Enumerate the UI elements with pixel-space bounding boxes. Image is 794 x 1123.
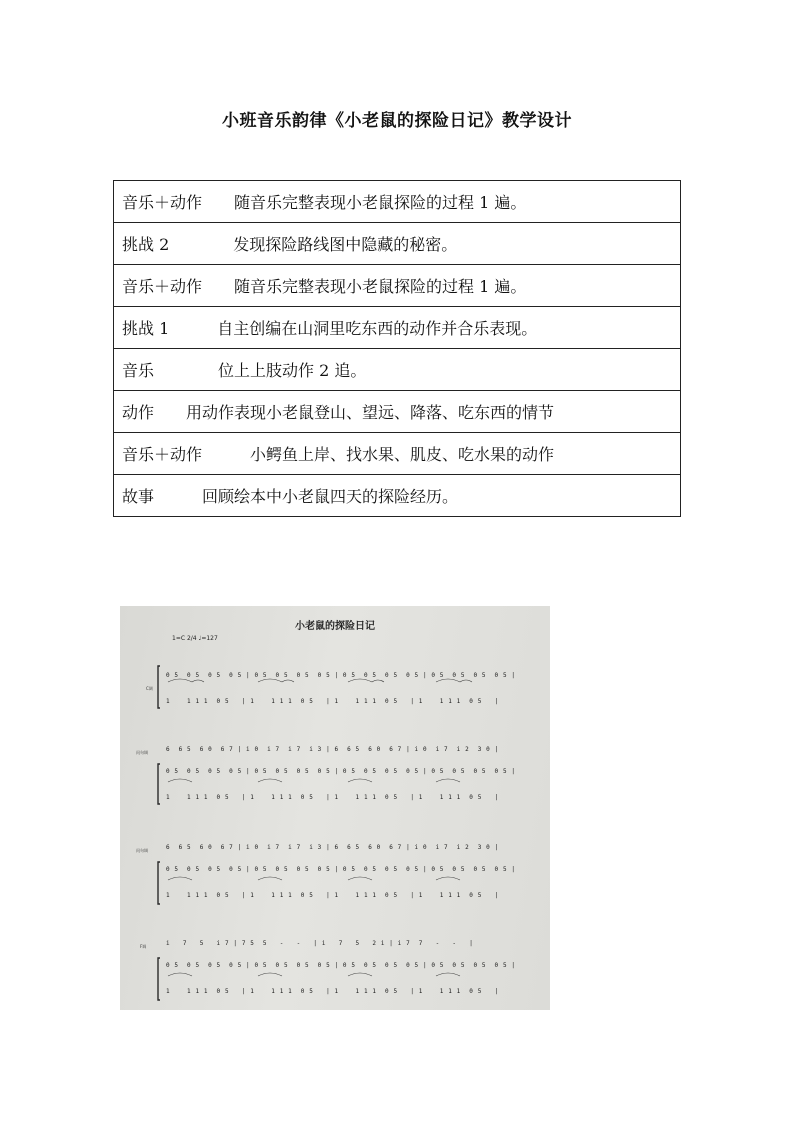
part-label: C调 (146, 686, 153, 691)
part-label: 问句调 (136, 750, 148, 755)
note-line: 0 5 0 5 0 5 0 5 | 0 5 0 5 0 5 0 5 | 0 5 0 5 0 5 0 5 | 0 5 0 5 0 5 0 5 | (166, 768, 516, 775)
table-cell (114, 433, 681, 475)
table-row (114, 307, 681, 349)
step-label: 故事 (122, 487, 155, 506)
score-lines (120, 606, 550, 1010)
table-row (114, 181, 681, 223)
note-line: 0 5 0 5 0 5 0 5 | 0 5 0 5 0 5 0 5 | 0 5 0 5 0 5 0 5 | 0 5 0 5 0 5 0 5 | (166, 866, 516, 873)
note-line: 1 1 1 1 0 5 | 1 1 1 1 0 5 | 1 1 1 1 0 5 | 1 1 1 1 0 5 | (166, 892, 499, 899)
note-line: 0 5 0 5 0 5 0 5 | 0 5 0 5 0 5 0 5 | 0 5 0 5 0 5 0 5 | 0 5 0 5 0 5 0 5 | (166, 672, 516, 679)
table-row (114, 223, 681, 265)
table-cell (114, 181, 681, 223)
step-content: 用动作表现小老鼠登山、望远、降落、吃东西的情节 (186, 403, 555, 422)
step-label: 动作 (122, 403, 155, 422)
step-content: 小鳄鱼上岸、找水果、肌皮、吃水果的动作 (250, 445, 555, 464)
step-content: 自主创编在山洞里吃东西的动作并合乐表现。 (217, 319, 538, 338)
step-label: 音乐 (122, 361, 155, 380)
sheet-music-photo (120, 606, 550, 1010)
table-row (114, 433, 681, 475)
table-row (114, 349, 681, 391)
note-line: 0 5 0 5 0 5 0 5 | 0 5 0 5 0 5 0 5 | 0 5 0 5 0 5 0 5 | 0 5 0 5 0 5 0 5 | (166, 962, 516, 969)
step-content: 随音乐完整表现小老鼠探险的过程 1 遍。 (234, 277, 527, 296)
step-label: 音乐＋动作 (122, 445, 203, 464)
step-content: 发现探险路线图中隐藏的秘密。 (233, 235, 458, 254)
table-cell (114, 475, 681, 517)
table-row (114, 475, 681, 517)
step-content: 回顾绘本中小老鼠四天的探险经历。 (202, 487, 459, 506)
table-cell (114, 307, 681, 349)
part-label: 问句调 (136, 848, 148, 853)
step-label: 音乐＋动作 (122, 277, 203, 296)
step-label: 挑战 2 (122, 235, 170, 254)
tempo-marking: 1=C 2/4 ♩=127 (172, 635, 218, 642)
step-label: 挑战 1 (122, 319, 170, 338)
note-line: 1 1 1 1 0 5 | 1 1 1 1 0 5 | 1 1 1 1 0 5 | 1 1 1 1 0 5 | (166, 988, 499, 995)
note-line: 1 1 1 1 0 5 | 1 1 1 1 0 5 | 1 1 1 1 0 5 | 1 1 1 1 0 5 | (166, 698, 499, 705)
table-row (114, 265, 681, 307)
note-line: i 7 5 i 7 | 7 5 5 - - | i 7 5 2 i | i 7 7 - - | (166, 940, 474, 947)
table-cell (114, 223, 681, 265)
table-row (114, 391, 681, 433)
step-content: 随音乐完整表现小老鼠探险的过程 1 遍。 (234, 193, 527, 212)
table-cell (114, 265, 681, 307)
table-cell (114, 349, 681, 391)
note-line: 6 6 5 6 0 6 7 | i 0 i 7 i 7 i 3 | 6 6 5 6 0 6 7 | i 0 i 7 i 2 3 0 | (166, 746, 499, 753)
step-content: 位上上肢动作 2 追。 (218, 361, 367, 380)
page-title: 小班音乐韵律《小老鼠的探险日记》教学设计 (222, 111, 572, 131)
step-label: 音乐＋动作 (122, 193, 203, 212)
score-title: 小老鼠的探险日记 (295, 621, 375, 632)
part-label: F调 (140, 944, 147, 949)
table-cell (114, 391, 681, 433)
lesson-plan-table (113, 180, 681, 517)
note-line: 6 6 5 6 0 6 7 | i 0 i 7 i 7 i 3 | 6 6 5 6 0 6 7 | i 0 i 7 i 2 3 0 | (166, 844, 499, 851)
note-line: 1 1 1 1 0 5 | 1 1 1 1 0 5 | 1 1 1 1 0 5 | 1 1 1 1 0 5 | (166, 794, 499, 801)
